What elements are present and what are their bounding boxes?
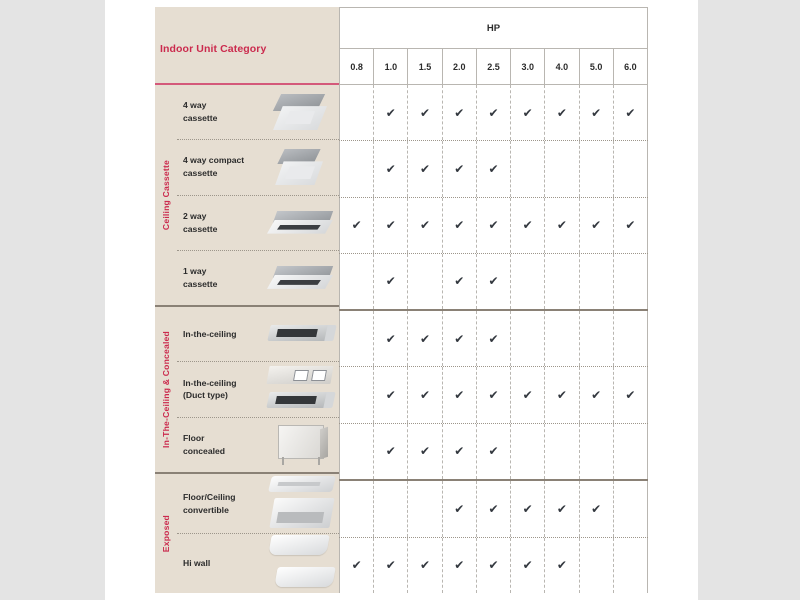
check-icon: ✔: [454, 331, 465, 346]
check-icon: ✔: [488, 387, 499, 402]
hp-column-header-1.5: 1.5: [408, 49, 442, 84]
hp-cell-6.0: [614, 85, 648, 140]
hp-cell-2.5: [477, 311, 511, 366]
hp-grid-row: [339, 423, 648, 479]
ceiling-cassette-4way-image: [271, 92, 333, 132]
floor-ceiling-convertible-image: [266, 476, 338, 532]
hp-cell-6.0: [614, 311, 648, 366]
hp-cell-5.0: [580, 198, 614, 253]
category-row-thumbnail: [265, 307, 339, 361]
hp-cell-1.0: [374, 311, 408, 366]
hp-cell-2.5: [477, 424, 511, 479]
category-row: [177, 139, 339, 194]
hp-cell-1.0: [374, 538, 408, 594]
hp-cell-1.5: [408, 311, 442, 366]
category-group-label: [155, 307, 177, 472]
hp-column-header-2.5: 2.5: [477, 49, 511, 84]
check-icon: ✔: [454, 501, 465, 516]
check-icon: ✔: [351, 558, 362, 573]
hp-cell-1.5: [408, 254, 442, 309]
hp-cell-3.0: [511, 141, 545, 196]
hp-grid-row: [339, 197, 648, 253]
hp-cell-5.0: [580, 254, 614, 309]
ceiling-cassette-4way-compact-image: [271, 147, 333, 187]
hp-cell-4.0: [545, 254, 579, 309]
check-icon: ✔: [454, 105, 465, 120]
hp-cell-0.8: [339, 198, 374, 253]
hp-grid-row: [339, 253, 648, 309]
check-icon: ✔: [625, 105, 636, 120]
check-icon: ✔: [522, 387, 533, 402]
check-icon: ✔: [488, 558, 499, 573]
category-group-label-text: In-The-Ceiling & Concealed: [161, 331, 171, 448]
check-icon: ✔: [454, 444, 465, 459]
category-row-label: In-the-ceiling: [183, 328, 237, 339]
check-icon: ✔: [488, 501, 499, 516]
category-row: [177, 533, 339, 593]
hp-cell-1.5: [408, 538, 442, 594]
hp-cell-2.0: [443, 424, 477, 479]
check-icon: ✔: [420, 387, 431, 402]
hp-cell-4.0: [545, 424, 579, 479]
category-row-label: 4 way compact cassette: [183, 155, 245, 179]
hp-cell-2.0: [443, 254, 477, 309]
category-row-label: Hi wall: [183, 558, 211, 569]
hp-header-title: HP: [339, 7, 648, 48]
hp-cell-4.0: [545, 141, 579, 196]
in-the-ceiling-image: [269, 323, 335, 345]
check-icon: ✔: [591, 501, 602, 516]
category-group-label-text: Exposed: [161, 514, 171, 553]
hp-cell-3.0: [511, 198, 545, 253]
check-icon: ✔: [385, 444, 396, 459]
check-icon: ✔: [385, 274, 396, 289]
hp-cell-2.0: [443, 198, 477, 253]
check-icon: ✔: [385, 558, 396, 573]
hp-cell-2.0: [443, 141, 477, 196]
check-icon: ✔: [488, 444, 499, 459]
check-icon: ✔: [454, 274, 465, 289]
hp-cell-2.0: [443, 481, 477, 537]
hp-cell-4.0: [545, 311, 579, 366]
hp-cell-1.0: [374, 481, 408, 537]
category-row-label: Floor concealed: [183, 432, 226, 456]
category-panel: [155, 7, 339, 593]
hp-grid-row: [339, 311, 648, 366]
hp-cell-1.5: [408, 367, 442, 422]
category-group: [155, 85, 339, 305]
hp-cell-1.0: [374, 424, 408, 479]
check-icon: ✔: [351, 218, 362, 233]
check-icon: ✔: [420, 558, 431, 573]
hp-column-header-6.0: 6.0: [624, 61, 637, 72]
hp-cell-6.0: [614, 198, 648, 253]
hp-cell-2.0: [443, 538, 477, 594]
hp-column-header-row: [339, 48, 648, 85]
category-row-list: [177, 307, 339, 472]
hp-cell-0.8: [339, 254, 374, 309]
hp-grid-row: [339, 140, 648, 196]
category-row: [177, 307, 339, 361]
hp-cell-1.5: [408, 424, 442, 479]
category-row-label: 2 way cassette: [183, 210, 218, 234]
hp-cell-0.8: [339, 424, 374, 479]
ceiling-cassette-2way-image: [267, 208, 337, 238]
hp-grid-group: [339, 85, 648, 309]
hp-column-header-0.8: 0.8: [340, 49, 374, 84]
hp-cell-3.0: [511, 311, 545, 366]
check-icon: ✔: [488, 331, 499, 346]
category-row: [177, 250, 339, 305]
check-icon: ✔: [420, 161, 431, 176]
check-icon: ✔: [454, 218, 465, 233]
hp-cell-1.0: [374, 367, 408, 422]
hp-cell-2.0: [443, 367, 477, 422]
check-icon: ✔: [420, 331, 431, 346]
category-row-label: Floor/Ceiling convertible: [183, 491, 236, 515]
hp-cell-2.5: [477, 198, 511, 253]
hp-cell-2.5: [477, 367, 511, 422]
hp-cell-5.0: [580, 538, 614, 594]
hi-wall-image: [266, 534, 338, 593]
check-icon: ✔: [522, 218, 533, 233]
category-group-list: [155, 85, 339, 593]
category-row: [177, 85, 339, 139]
check-icon: ✔: [385, 161, 396, 176]
hp-cell-5.0: [580, 367, 614, 422]
hp-cell-1.0: [374, 198, 408, 253]
check-icon: ✔: [625, 218, 636, 233]
check-icon: ✔: [385, 218, 396, 233]
check-icon: ✔: [385, 331, 396, 346]
check-icon: ✔: [488, 161, 499, 176]
hp-cell-4.0: [545, 481, 579, 537]
check-icon: ✔: [385, 105, 396, 120]
hp-cell-0.8: [339, 85, 374, 140]
category-row-thumbnail: [265, 362, 339, 416]
check-icon: ✔: [556, 501, 567, 516]
floor-concealed-image: [274, 423, 330, 467]
hp-cell-6.0: [614, 254, 648, 309]
hp-cell-4.0: [545, 538, 579, 594]
hp-cell-1.5: [408, 85, 442, 140]
check-icon: ✔: [591, 105, 602, 120]
hp-cell-6.0: [614, 481, 648, 537]
category-row: [177, 361, 339, 416]
category-group-label: [155, 474, 177, 593]
category-row-thumbnail: [265, 418, 339, 472]
hp-column-header-5.0: 5.0: [580, 49, 614, 84]
hp-grid-body: [339, 85, 648, 593]
hp-cell-0.8: [339, 141, 374, 196]
check-icon: ✔: [420, 105, 431, 120]
category-group-label: [155, 85, 177, 305]
check-icon: ✔: [522, 558, 533, 573]
check-icon: ✔: [488, 274, 499, 289]
check-icon: ✔: [556, 218, 567, 233]
hp-cell-2.0: [443, 85, 477, 140]
hp-cell-0.8: [339, 311, 374, 366]
category-group: [155, 305, 339, 472]
hp-cell-2.5: [477, 538, 511, 594]
hp-cell-2.5: [477, 481, 511, 537]
check-icon: ✔: [488, 105, 499, 120]
in-the-ceiling-duct-type-image: [266, 366, 338, 412]
hp-cell-0.8: [339, 367, 374, 422]
category-row: [177, 195, 339, 250]
hp-grid-group: [339, 479, 648, 593]
hp-grid-row: [339, 85, 648, 140]
hp-grid-group: [339, 309, 648, 479]
category-row-thumbnail: [265, 474, 339, 533]
check-icon: ✔: [454, 558, 465, 573]
check-icon: ✔: [556, 105, 567, 120]
check-icon: ✔: [591, 387, 602, 402]
hp-column-header-4.0: 4.0: [545, 49, 579, 84]
document-page: [105, 0, 698, 600]
check-icon: ✔: [522, 501, 533, 516]
category-row-thumbnail: [265, 534, 339, 593]
hp-cell-5.0: [580, 481, 614, 537]
check-icon: ✔: [591, 218, 602, 233]
hp-column-header-2.0: 2.0: [443, 49, 477, 84]
hp-cell-6.0: [614, 367, 648, 422]
category-row-thumbnail: [265, 140, 339, 194]
hp-cell-2.5: [477, 141, 511, 196]
hp-cell-3.0: [511, 85, 545, 140]
hp-cell-1.0: [374, 85, 408, 140]
hp-cell-1.0: [374, 254, 408, 309]
check-icon: ✔: [454, 387, 465, 402]
hp-cell-3.0: [511, 538, 545, 594]
hp-cell-1.5: [408, 481, 442, 537]
ceiling-cassette-1way-image: [267, 263, 337, 293]
hp-grid: [339, 7, 648, 593]
hp-grid-row: [339, 537, 648, 594]
hp-column-header-3.0: 3.0: [511, 49, 545, 84]
category-row: [177, 474, 339, 533]
hp-column-header-1.0: 1.0: [374, 49, 408, 84]
check-icon: ✔: [488, 218, 499, 233]
hp-cell-2.0: [443, 311, 477, 366]
category-group-label-text: Ceiling Cassette: [161, 159, 171, 231]
check-icon: ✔: [420, 218, 431, 233]
hp-cell-5.0: [580, 141, 614, 196]
hp-cell-3.0: [511, 481, 545, 537]
category-group: [155, 472, 339, 593]
check-icon: ✔: [522, 105, 533, 120]
check-icon: ✔: [556, 558, 567, 573]
hp-cell-6.0: [614, 424, 648, 479]
hp-cell-6.0: [614, 141, 648, 196]
hp-cell-1.5: [408, 198, 442, 253]
category-panel-title: Indoor Unit Category: [160, 43, 267, 55]
hp-grid-row: [339, 366, 648, 422]
check-icon: ✔: [454, 161, 465, 176]
category-row-thumbnail: [265, 196, 339, 250]
hp-cell-4.0: [545, 85, 579, 140]
hp-cell-2.5: [477, 254, 511, 309]
hp-cell-3.0: [511, 254, 545, 309]
hp-grid-row: [339, 481, 648, 537]
hp-cell-4.0: [545, 198, 579, 253]
check-icon: ✔: [625, 387, 636, 402]
category-row-list: [177, 85, 339, 305]
hp-cell-5.0: [580, 424, 614, 479]
category-row-label: 4 way cassette: [183, 100, 218, 124]
indoor-unit-capacity-matrix: [155, 7, 648, 593]
hp-cell-5.0: [580, 311, 614, 366]
category-row-label: 1 way cassette: [183, 265, 218, 289]
hp-cell-4.0: [545, 367, 579, 422]
category-row-list: [177, 474, 339, 593]
hp-cell-6.0: [614, 538, 648, 594]
hp-cell-3.0: [511, 424, 545, 479]
hp-cell-0.8: [339, 481, 374, 537]
hp-cell-0.8: [339, 538, 374, 594]
hp-cell-1.0: [374, 141, 408, 196]
category-row-thumbnail: [265, 85, 339, 139]
hp-cell-2.5: [477, 85, 511, 140]
category-row-label: In-the-ceiling (Duct type): [183, 377, 237, 401]
category-row-thumbnail: [265, 251, 339, 305]
hp-cell-3.0: [511, 367, 545, 422]
check-icon: ✔: [556, 387, 567, 402]
check-icon: ✔: [385, 387, 396, 402]
hp-cell-5.0: [580, 85, 614, 140]
hp-cell-1.5: [408, 141, 442, 196]
check-icon: ✔: [420, 444, 431, 459]
category-row: [177, 417, 339, 472]
